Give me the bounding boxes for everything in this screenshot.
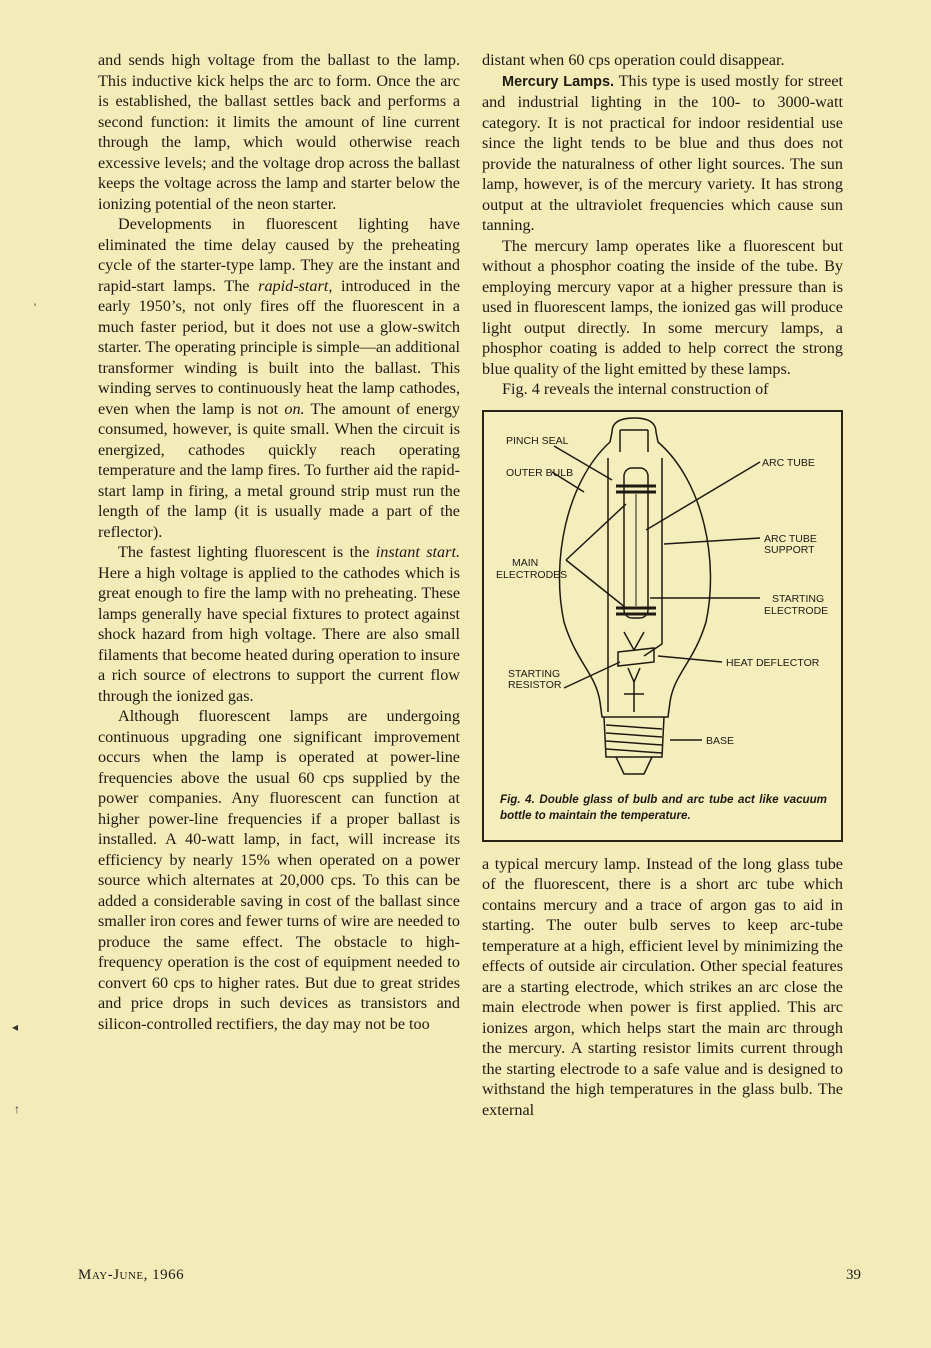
pinch-seal	[620, 430, 648, 452]
right-column	[482, 50, 843, 1120]
paragraph: Although fluorescent lamps are undergoing continuous upgrading one significant improvement occurs when the lamp is operated at power-line frequencies above the usual 60 cps supplied by the power companies. Any fluorescent can function at higher power-line frequencies if a proper ballast is installed. A 40-watt lamp, in fact, will increase its efficiency by nearly 15% when operated on a power source which alternates at 20,000 cps. To this can be added a considerable saving in cost of the ballast since smaller iron cores and fewer turns of wire are needed to produce the same effect. The obstacle to high-frequency operation is the cost of equipment needed to convert 60 cps to higher rates. But due to great strides and price drops in such devices as transistors and silicon-controlled rectifiers, the day may not be too	[98, 707, 460, 1033]
label-arc-tube-support-1: ARC TUBE	[764, 532, 817, 545]
paragraph: a typical mercury lamp. Instead of the long glass tube of the fluorescent, there is a short arc tube which contains mercury and a trace of argon gas to aid in starting. The outer bulb serves to keep arc-tube temperature at a high, efficient level by minimizing the effects of outside air circulation. Other special features are a starting electrode, which strikes an arc close the main electrode when power is first applied. This arc ionizes argon, which helps start the main arc through the mercury. A starting resistor limits current through the starting electrode to a safe value and is designed to withstand the high temperatures in the glass bulb. The external	[482, 854, 843, 1119]
paragraph: The fastest lighting fluorescent is the instant start. Here a high voltage is applied to the cathodes which is great enough to fire the lamp with no preheating. These lamps generally have special fixtures to protect against shock hazard from high voltage. There are also small filaments that become heated during operation to insure a rich source of electrons to support the current flow through the ionized gas.	[98, 543, 460, 705]
arc-tube-support	[608, 458, 662, 712]
label-main-electrodes-2: ELECTRODES	[496, 568, 568, 581]
paragraph: distant when 60 cps operation could disappear.	[482, 51, 785, 69]
figure-caption: Fig. 4. Double glass of bulb and arc tube act like vacuum bottle to maintain the temperature.	[500, 792, 827, 822]
paragraph: Fig. 4 reveals the internal construction of	[502, 380, 769, 398]
label-arc-tube-support-2: SUPPORT	[764, 543, 815, 556]
paragraph: The mercury lamp operates like a fluorescent but without a phosphor coating the inside of the tube. By employing mercury vapor at a higher pressure than is used in fluorescent lamps, the ionized gas will produce light output directly. In some mercury lamps, a phosphor coating is added to help correct the strong blue quality of the light emitted by these lamps.	[482, 236, 843, 378]
footer-issue-date: May-June, 1966	[78, 1267, 185, 1283]
label-starting-resistor-2: RESISTOR	[508, 678, 562, 691]
label-starting-resistor-1: STARTING	[508, 667, 561, 680]
heat-deflector	[618, 648, 654, 666]
left-column	[98, 50, 460, 1034]
page-number: 39	[846, 1267, 861, 1283]
label-heat-deflector: HEAT DEFLECTOR	[726, 656, 820, 669]
paragraph: Developments in fluorescent lighting have eliminated the time delay caused by the preheating cycle of the starter-type lamp. They are the instant and rapid-start lamps. The rapid-start, introduced in the early 1950’s, not only fires off the fluorescent in a much faster period, but it does not use a glow-switch starter. The operating principle is simple—an additional transformer winding is built into the ballast. This winding serves to continuously heat the lamp cathodes, even when the lamp is not on. The amount of energy consumed, however, is quite small. When the circuit is energized, cathodes quickly reach operating temperature and the lamp fires. To further aid the rapid-start lamp in firing, a metal ground strip must run the length of the lamp (it is usually made a part of the reflector).	[98, 215, 461, 541]
margin-arrow-left-icon: ◂	[12, 1020, 19, 1034]
label-pinch-seal: PINCH SEAL	[506, 434, 569, 447]
paragraph: Mercury Lamps. This type is used mostly for street and industrial lighting in the 100- to 3000-watt category. It is not practical for indoor residential use since the light tends to be blue and thus does not provide the naturalness of other light sources. The sun lamp, however, is of the mercury variety. It has strong output at the ultraviolet frequencies which cause sun tanning.	[482, 71, 843, 234]
figure-mercury-lamp	[482, 410, 843, 842]
margin-arrow-down-icon: ↑	[14, 1102, 20, 1116]
label-starting-electrode-1: STARTING	[772, 592, 825, 605]
label-base: BASE	[706, 734, 735, 747]
paragraph: and sends high voltage from the ballast to the lamp. This inductive kick helps the arc to form. Once the arc is established, the ballast settles back and performs a second function: it limits the amount of line current through the lamp, which would otherwise reach excessive levels; and the voltage drop across the ballast keeps the voltage across the lamp and starter below the ionizing potential of the neon starter.	[98, 51, 460, 213]
label-arc-tube: ARC TUBE	[762, 456, 815, 469]
label-outer-bulb: OUTER BULB	[506, 466, 574, 479]
label-starting-electrode-2: ELECTRODE	[764, 604, 829, 617]
mercury-lamp-diagram	[484, 412, 841, 840]
margin-mark: '	[34, 300, 37, 314]
section-heading: Mercury Lamps.	[502, 73, 615, 90]
label-main-electrodes-1: MAIN	[512, 556, 539, 569]
